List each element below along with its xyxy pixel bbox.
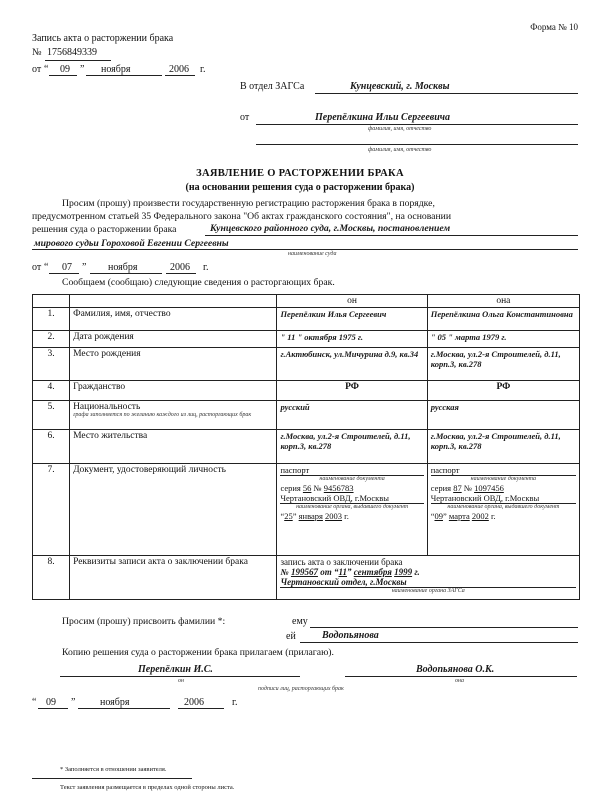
signature-he: Перепёлкин И.С. [138,664,213,675]
page-title: ЗАЯВЛЕНИЕ О РАСТОРЖЕНИИ БРАКА [196,168,404,179]
request-line2: предусмотренном статьей 35 Федерального закона "Об актах гражданского состояния", на основании [32,211,452,222]
surname-him-label: ему [292,616,308,627]
from-caption: фамилия, имя, отчество [368,126,432,132]
bottom-day: 09 [46,697,56,708]
he-residence: г.Москва, ул.2-я Строителей, д.11, корп.3, кв.278 [277,430,427,464]
request-line1: Просим (прошу) произвести государственную регистрацию расторжения брака в порядке, [62,198,435,209]
surname-her-value: Водопьянова [322,630,379,641]
she-nationality: русская [427,401,579,430]
from-value: Перепёлкина Ильи Сергеевича [315,112,451,123]
record-year: 2006 [169,64,189,75]
she-birth-date: " 05 " марта 1979 г. [427,331,579,348]
she-citizenship: РФ [427,381,579,401]
from-caption-2: фамилия, имя, отчество [368,147,432,153]
table-row: 8. Реквизиты записи акта о заключении брака запись акта о заключении брака № 199567 от “11” сентября 1999 г. Чертановский отдел, г.Москвы наименование органа ЗАГСа [33,556,580,600]
head-he: он [277,295,427,308]
record-label: Запись акта о расторжении брака [32,33,174,44]
info-intro: Сообщаем (сообщаю) следующие сведения о расторгающих брак. [62,277,335,288]
surname-her-label: ей [286,631,296,642]
record-year-suffix: г. [200,64,206,75]
court-year: 2006 [170,262,190,273]
court-day: 07 [62,262,72,273]
he-id-document: паспорт наименование документа серия 56 № 9456783 Чертановский ОВД, г.Москвы наименование органа, выдавшего документ “25” января 2003 г. [277,464,427,556]
copy-text: Копию решения суда о расторжении брака прилагаем (прилагаю). [62,647,334,658]
bottom-year-suffix: г. [232,697,238,708]
zags-value: Кунцевский, г. Москвы [350,81,450,92]
he-name: Перепёлкин Илья Сергеевич [277,308,427,331]
he-birth-place: г.Актюбинск, ул.Мичурина д.9, кв.34 [277,348,427,381]
she-id-document: паспорт наименование документа серия 87 № 1097456 Чертановский ОВД, г.Москвы наименование органа, выдавшего документ “09” марта 2002 г. [427,464,579,556]
he-citizenship: РФ [277,381,427,401]
she-name: Перепёлкина Ольга Константиновна [427,308,579,331]
signature-she: Водопьянова О.К. [416,664,495,675]
table-row: 1. Фамилия, имя, отчество Перепёлкин Илья Сергеевич Перепёлкина Ольга Константиновна [33,308,580,331]
court-year-suffix: г. [203,262,209,273]
footnote-1: * Заполняется в отношении заявителя. [60,766,167,773]
footnote-2: Текст заявления размещается в пределах одной стороны листа. [60,784,235,791]
table-row: 7. Документ, удостоверяющий личность паспорт наименование документа серия 56 № 9456783 Чертановский ОВД, г.Москвы наименование органа, выдавшего документ “25” января 2003 г. паспорт наименование документа серия 87 № 1097456 Чертановский ОВД, г.Москвы наименование органа, выдавшего документ “09” марта 2002 г. [33,464,580,556]
request-line3: решения суда о расторжении брака [32,224,177,235]
marriage-record: запись акта о заключении брака № 199567 от “11” сентября 1999 г. Чертановский отдел, г.Москвы наименование органа ЗАГСа [277,556,580,600]
table-row: 3. Место рождения г.Актюбинск, ул.Мичурина д.9, кв.34 г.Москва, ул.2-я Строителей, д.11, корп.3, кв.278 [33,348,580,381]
court-date-prefix: от [32,262,42,273]
record-date-prefix: от [32,64,42,75]
record-no-label: № [32,47,42,58]
record-day: 09 [60,64,70,75]
zags-label: В отдел ЗАГСа [240,81,305,92]
head-she: она [427,295,579,308]
signature-he-caption: он [178,678,184,684]
page-subtitle: (на основании решения суда о расторжении брака) [185,182,415,193]
table-row: 4. Гражданство РФ РФ [33,381,580,401]
from-label: от [240,112,250,123]
record-month: ноября [101,64,131,75]
court-line2: мирового судьи Гороховой Евгении Сергеевны [34,238,229,249]
court-caption: наименование суда [288,251,337,257]
signature-she-caption: она [455,678,464,684]
he-nationality: русский [277,401,427,430]
court-month: ноября [108,262,138,273]
bottom-month: ноября [100,697,130,708]
she-residence: г.Москва, ул.2-я Строителей, д.11, корп.3, кв.278 [427,430,579,464]
form-number: Форма № 10 [530,22,578,32]
table-row: 2. Дата рождения " 11 " октября 1975 г. " 05 " марта 1979 г. [33,331,580,348]
signatures-caption: подписи лиц, расторгающих брак [258,686,344,692]
table-row: 5. Национальность графа заполняется по желанию каждого из лиц, расторгающих брак русский русская [33,401,580,430]
surname-label: Просим (прошу) присвоить фамилии *: [62,616,226,627]
court-line1: Кунцевского районного суда, г.Москвы, постановлением [210,223,451,234]
table-row: 6. Место жительства г.Москва, ул.2-я Строителей, д.11, корп.3, кв.278 г.Москва, ул.2-я Строителей, д.11, корп.3, кв.278 [33,430,580,464]
persons-table [32,294,580,600]
he-birth-date: " 11 " октября 1975 г. [277,331,427,348]
she-birth-place: г.Москва, ул.2-я Строителей, д.11, корп.3, кв.278 [427,348,579,381]
record-number: 1756849339 [47,47,97,58]
bottom-year: 2006 [184,697,204,708]
